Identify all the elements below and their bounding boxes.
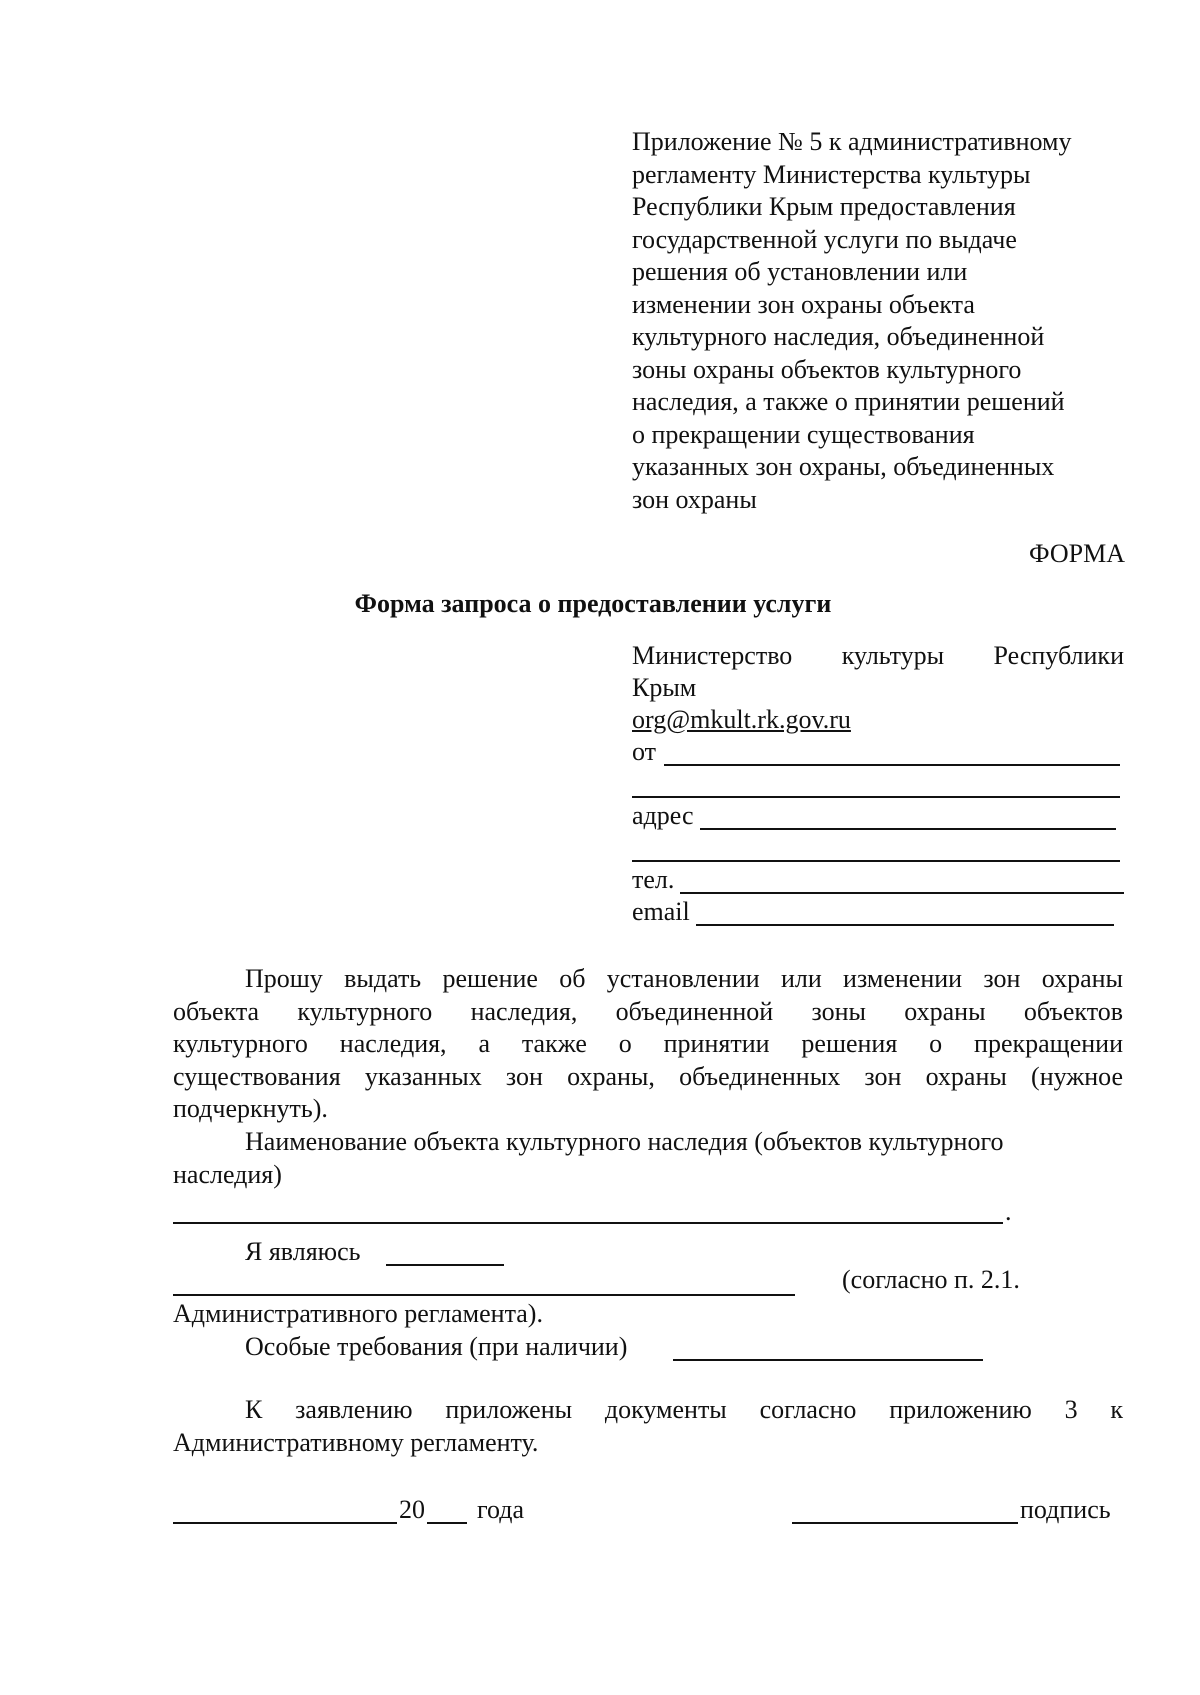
year-field[interactable] [427,1522,467,1524]
from-field-continued[interactable] [632,796,1120,798]
appendix-line: наследия, а также о принятии решений [632,387,1065,416]
special-requirements-field[interactable] [673,1359,983,1361]
appendix-line: изменении зон охраны объекта [632,289,975,319]
object-name-end-dot: . [1005,1197,1012,1226]
phone-field[interactable] [680,892,1124,894]
appendix-line: указанных зон охраны, объединенных [632,452,1055,481]
email-label: email [632,897,690,926]
object-name-paragraph [173,1126,1123,1191]
appendix-line: зоны охраны объектов культурного [632,354,1022,384]
request-line: Прошу выдать решение об установлении или изменении зон охраны [245,964,1123,993]
ministry-email-link[interactable]: org@mkult.rk.gov.ru [632,705,851,734]
email-field[interactable] [696,924,1114,926]
from-label: от [632,737,657,766]
appendix-line: решения об установлении или [632,257,968,286]
address-label: адрес [632,801,694,830]
ministry-word: культуры [841,641,945,670]
applicant-status-field[interactable] [386,1264,504,1266]
appendix-line: зон охраны [632,484,757,514]
appendix-line: государственной услуги по выдаче [632,224,1017,254]
from-field[interactable] [664,764,1120,766]
ministry-word: Министерство [632,641,793,670]
appendix-line: Республики Крым предоставления [632,192,1016,221]
appendix-line: регламенту Министерства культуры [632,159,1031,189]
according-text: (согласно п. 2.1. [842,1265,1020,1294]
request-line: культурного наследия, а также о принятии решения о прекращении [173,1029,1123,1058]
applicant-status-field-continued[interactable] [173,1294,795,1296]
year-word: года [477,1495,525,1524]
attachments-line: Административному регламенту. [173,1427,539,1457]
phone-label: тел. [632,865,675,894]
object-name-line: Наименование объекта культурного наследия (объектов культурного [245,1127,1004,1156]
date-field[interactable] [173,1522,397,1524]
ministry-word: Республики [993,641,1124,670]
forma-label: ФОРМА [1029,539,1125,568]
regulation-text: Административного регламента). [173,1299,543,1328]
request-line: подчеркнуть). [173,1094,328,1123]
address-field-continued[interactable] [632,860,1120,862]
address-field[interactable] [700,828,1116,830]
ministry-line-2: Крым [632,673,697,702]
attachments-line: К заявлению приложены документы согласно приложению 3 к [245,1395,1123,1424]
appendix-header [632,126,1122,516]
signature-field[interactable] [792,1522,1018,1524]
appendix-line: о прекращении существования [632,419,975,449]
appendix-line: культурного наследия, объединенной [632,322,1045,351]
appendix-line: Приложение № 5 к административному [632,127,1072,156]
document-title: Форма запроса о предоставлении услуги [354,589,832,618]
object-name-line: наследия) [173,1159,282,1189]
object-name-field[interactable] [173,1222,1003,1224]
request-paragraph [173,963,1123,1126]
signature-label: подпись [1020,1495,1111,1524]
addressee-block [632,640,1124,940]
year-prefix: 20 [399,1495,425,1524]
attachments-paragraph [173,1394,1123,1459]
i-am-label: Я являюсь [245,1237,361,1266]
request-line: существования указанных зон охраны, объединенных зон охраны (нужное [173,1061,1123,1091]
request-line: объекта культурного наследия, объединенной зоны охраны объектов [173,996,1123,1026]
special-requirements-label: Особые требования (при наличии) [245,1332,628,1361]
ministry-line [632,640,1124,672]
